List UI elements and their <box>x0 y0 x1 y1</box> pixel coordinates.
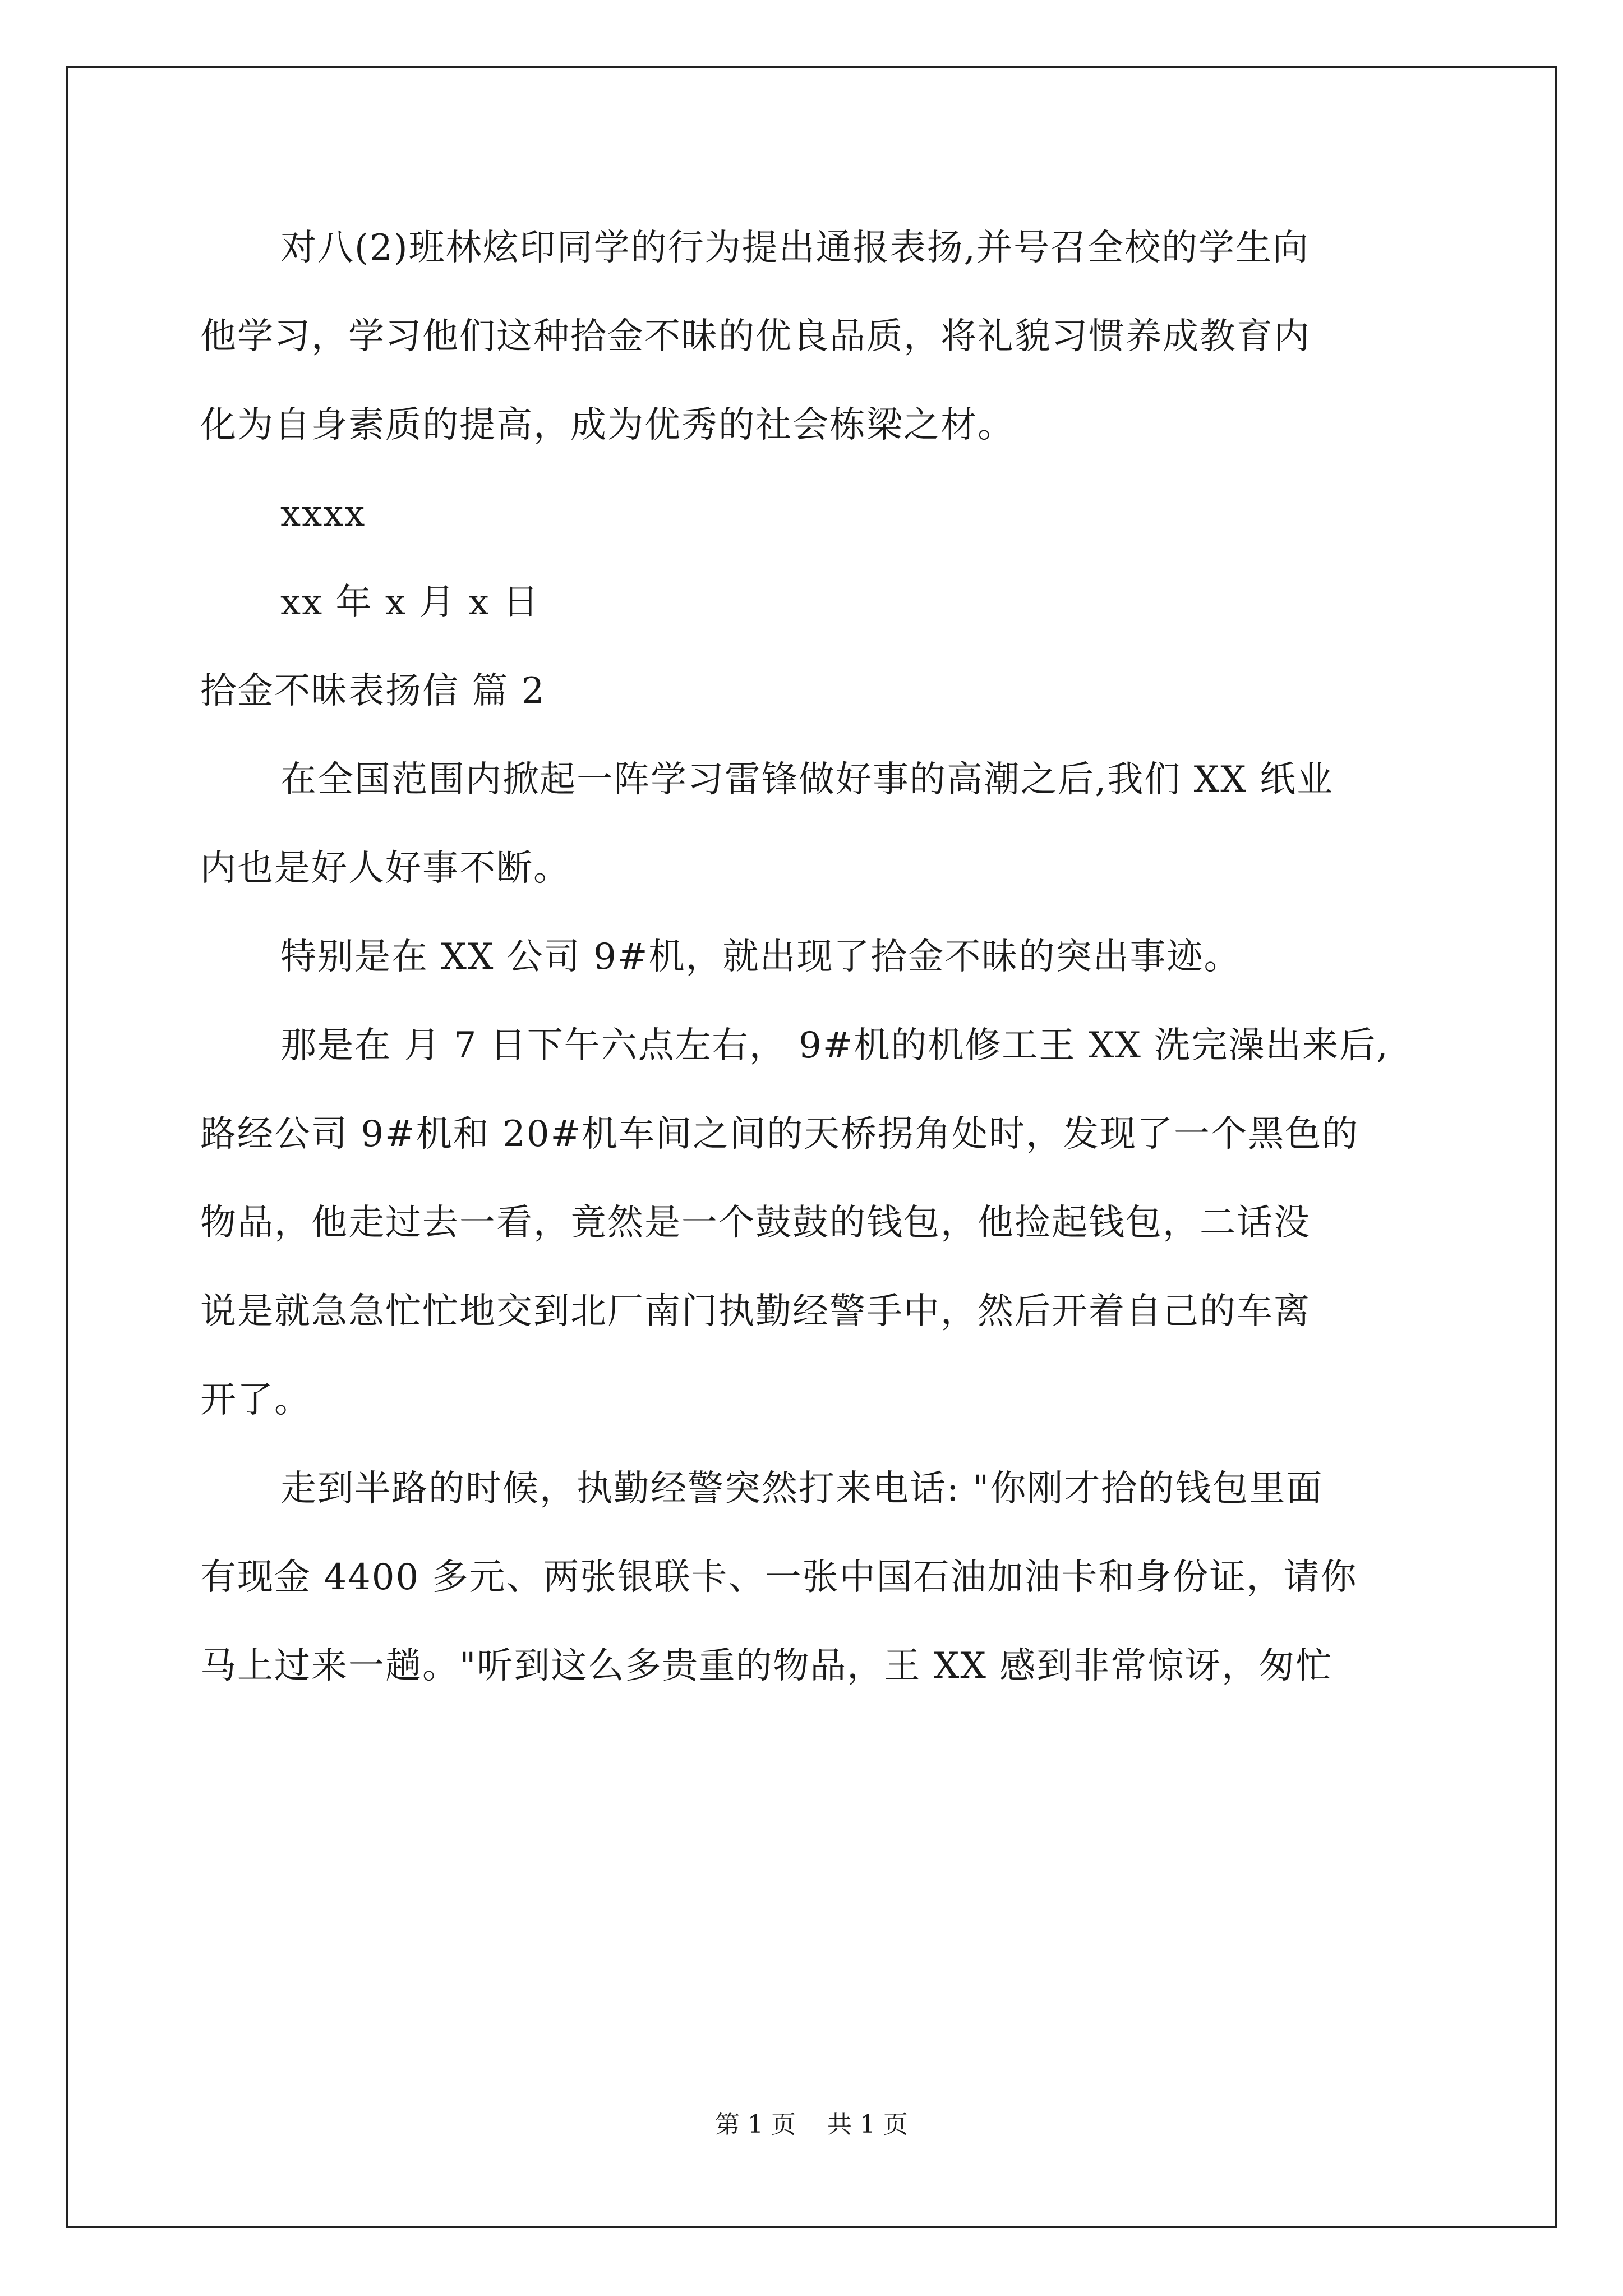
paragraph-line: 走到半路的时候，执勤经警突然打来电话: "你刚才拾的钱包里面 <box>280 1468 1324 1510</box>
paragraph-line: 说是就急急忙忙地交到北厂南门执勤经警手中，然后开着自己的车离 <box>200 1291 1311 1332</box>
paragraph-line: 化为自身素质的提高，成为优秀的社会栋梁之材。 <box>200 404 1015 446</box>
paragraph-line: 内也是好人好事不断。 <box>200 848 570 889</box>
paragraph-line: 他学习，学习他们这种拾金不昧的优良品质，将礼貌习惯养成教育内 <box>200 316 1311 357</box>
paragraph-line: 物品，他走过去一看，竟然是一个鼓鼓的钱包，他捡起钱包，二话没 <box>200 1202 1311 1244</box>
paragraph-line: 开了。 <box>200 1379 311 1421</box>
page-number: 第 1 页 共 1 页 <box>715 2110 908 2139</box>
paragraph-line: 那是在 月 7 日下午六点左右， 9#机的机修工王 XX 洗完澡出来后, <box>280 1025 1389 1066</box>
signature-line: xxxx <box>280 493 366 535</box>
paragraph-line: 路经公司 9#机和 20#机车间之间的天桥拐角处时，发现了一个黑色的 <box>200 1114 1359 1155</box>
date-line: xx 年 x 月 x 日 <box>280 582 540 623</box>
paragraph-line: 特别是在 XX 公司 9#机，就出现了拾金不昧的突出事迹。 <box>280 936 1241 978</box>
section-heading: 拾金不昧表扬信 篇 2 <box>200 670 546 712</box>
paragraph-line: 在全国范围内掀起一阵学习雷锋做好事的高潮之后,我们 XX 纸业 <box>280 759 1334 800</box>
paragraph-line: 对八(2)班林炫印同学的行为提出通报表扬,并号召全校的学生向 <box>280 227 1310 269</box>
paragraph-line: 有现金 4400 多元、两张银联卡、一张中国石油加油卡和身份证，请你 <box>200 1557 1358 1598</box>
paragraph-line: 马上过来一趟。"听到这么多贵重的物品，王 XX 感到非常惊讶，匆忙 <box>200 1645 1333 1687</box>
